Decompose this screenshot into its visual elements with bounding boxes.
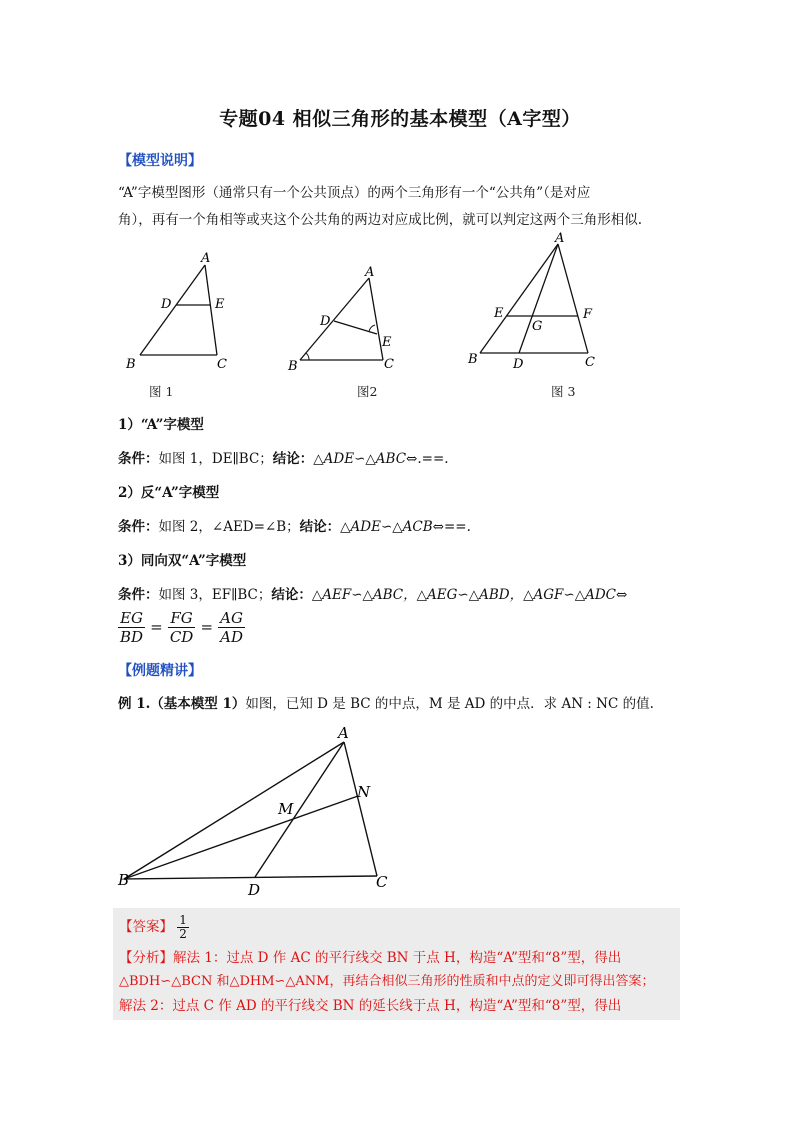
fig2-caption: 图2 — [357, 384, 378, 399]
intro-line-2: 角），再有一个角相等或夹这个公共角的两边对应成比例，就可以判定这两个三角形相似. — [118, 212, 643, 228]
example-section-heading: 【例题精讲】 — [118, 663, 202, 679]
analysis-line-1: 【分析】解法 1：过点 D 作 AC 的平行线交 BN 于点 H，构造“A”型和“8”型，得出 — [119, 950, 622, 966]
page-title: 专题04 相似三角形的基本模型（A字型） — [219, 108, 581, 130]
answer-line: 【答案】 $\frac{1}{2}$ — [119, 913, 187, 941]
example-label-b: B — [118, 871, 130, 889]
example-segment-ad — [255, 742, 344, 877]
fig1-side-ab — [140, 265, 205, 355]
fig3-label-b: B — [468, 352, 478, 367]
model-3-heading: 3）同向双“A”字模型 — [118, 553, 247, 569]
fig1-label-c: C — [217, 357, 227, 372]
example-label-n: N — [357, 783, 371, 801]
answer-fraction: $\frac{1}{2}$ — [179, 913, 187, 941]
example-figure — [112, 722, 412, 902]
fig3-label-d: D — [513, 357, 524, 372]
fig1-caption: 图 1 — [149, 384, 174, 399]
fig1-label-e: E — [215, 297, 225, 312]
fig1-label-d: D — [161, 297, 172, 312]
fraction-eg-bd: $\frac{EG}{BD}$ — [120, 609, 144, 646]
example-1-question: 例 1.（基本模型 1）如图，已知 D 是 BC 的中点，M 是 AD 的中点．求 AN : NC 的值. — [118, 696, 654, 712]
figure-2 — [285, 262, 415, 380]
fig1-label-a: A — [201, 251, 211, 266]
fig2-label-e: E — [382, 335, 392, 350]
example-label-m: M — [278, 800, 294, 818]
fig3-label-e: E — [494, 306, 504, 321]
figure-1 — [115, 245, 255, 380]
fig2-side-ac — [369, 278, 383, 360]
fig2-label-a: A — [365, 265, 375, 280]
example-label-a: A — [338, 724, 349, 742]
intro-line-1: “A”字模型图形（通常只有一个公共顶点）的两个三角形有一个“公共角”（是对应 — [118, 185, 591, 201]
fig2-label-c: C — [384, 357, 394, 372]
fig2-side-ab — [300, 278, 369, 360]
fig3-side-ab — [480, 244, 558, 353]
example-label-d: D — [248, 881, 261, 899]
fig3-segment-ad — [519, 244, 558, 353]
fig3-label-a: A — [555, 231, 565, 246]
fig3-caption: 图 3 — [551, 384, 576, 399]
figure-3 — [462, 230, 612, 380]
fig2-label-b: B — [288, 359, 298, 374]
model-section-heading: 【模型说明】 — [118, 153, 202, 169]
answer-box — [113, 908, 680, 1020]
example-side-bc — [124, 876, 377, 879]
example-side-ac — [344, 742, 377, 876]
example-segment-bn — [124, 796, 358, 879]
fig1-label-b: B — [126, 357, 136, 372]
analysis-line-3: 解法 2：过点 C 作 AD 的平行线交 BN 的延长线于点 H，构造“A”型和“8”型，得出 — [119, 998, 622, 1014]
fig2-angle-e-arc — [369, 325, 375, 332]
model-3-condition: 条件：如图 3，EF∥BC；结论：△AEF∽△ABC，△AEG∽△ABD，△AGF∽△ADC⇔ — [118, 587, 628, 603]
example-label-c: C — [376, 873, 388, 891]
model-1-heading: 1）“A”字模型 — [118, 417, 204, 433]
fraction-ag-ad: $\frac{AG}{AD}$ — [220, 609, 243, 646]
fraction-fg-cd: $\frac{FG}{CD}$ — [169, 609, 194, 646]
fig3-label-g: G — [532, 319, 543, 334]
analysis-line-2: △BDH∽△BCN 和△DHM∽△ANM，再结合相似三角形的性质和中点的定义即可得出答案； — [119, 974, 655, 989]
fig3-label-c: C — [585, 355, 595, 370]
fig3-side-ac — [558, 244, 588, 353]
fig3-label-f: F — [583, 307, 593, 322]
fraction-equation: $\frac{EG}{BD}$ = $\frac{FG}{CD}$ = $\frac{AG}{AD}$ — [120, 609, 243, 646]
fig2-label-d: D — [320, 314, 331, 329]
fig2-angle-b-arc — [306, 353, 309, 360]
example-side-ab — [124, 742, 344, 879]
model-1-condition: 条件：如图 1，DE∥BC；结论：△ADE∽△ABC⇔.==. — [118, 451, 449, 467]
model-2-heading: 2）反“A”字模型 — [118, 485, 220, 501]
model-2-condition: 条件：如图 2，∠AED=∠B；结论：△ADE∽△ACB⇔==. — [118, 519, 471, 535]
